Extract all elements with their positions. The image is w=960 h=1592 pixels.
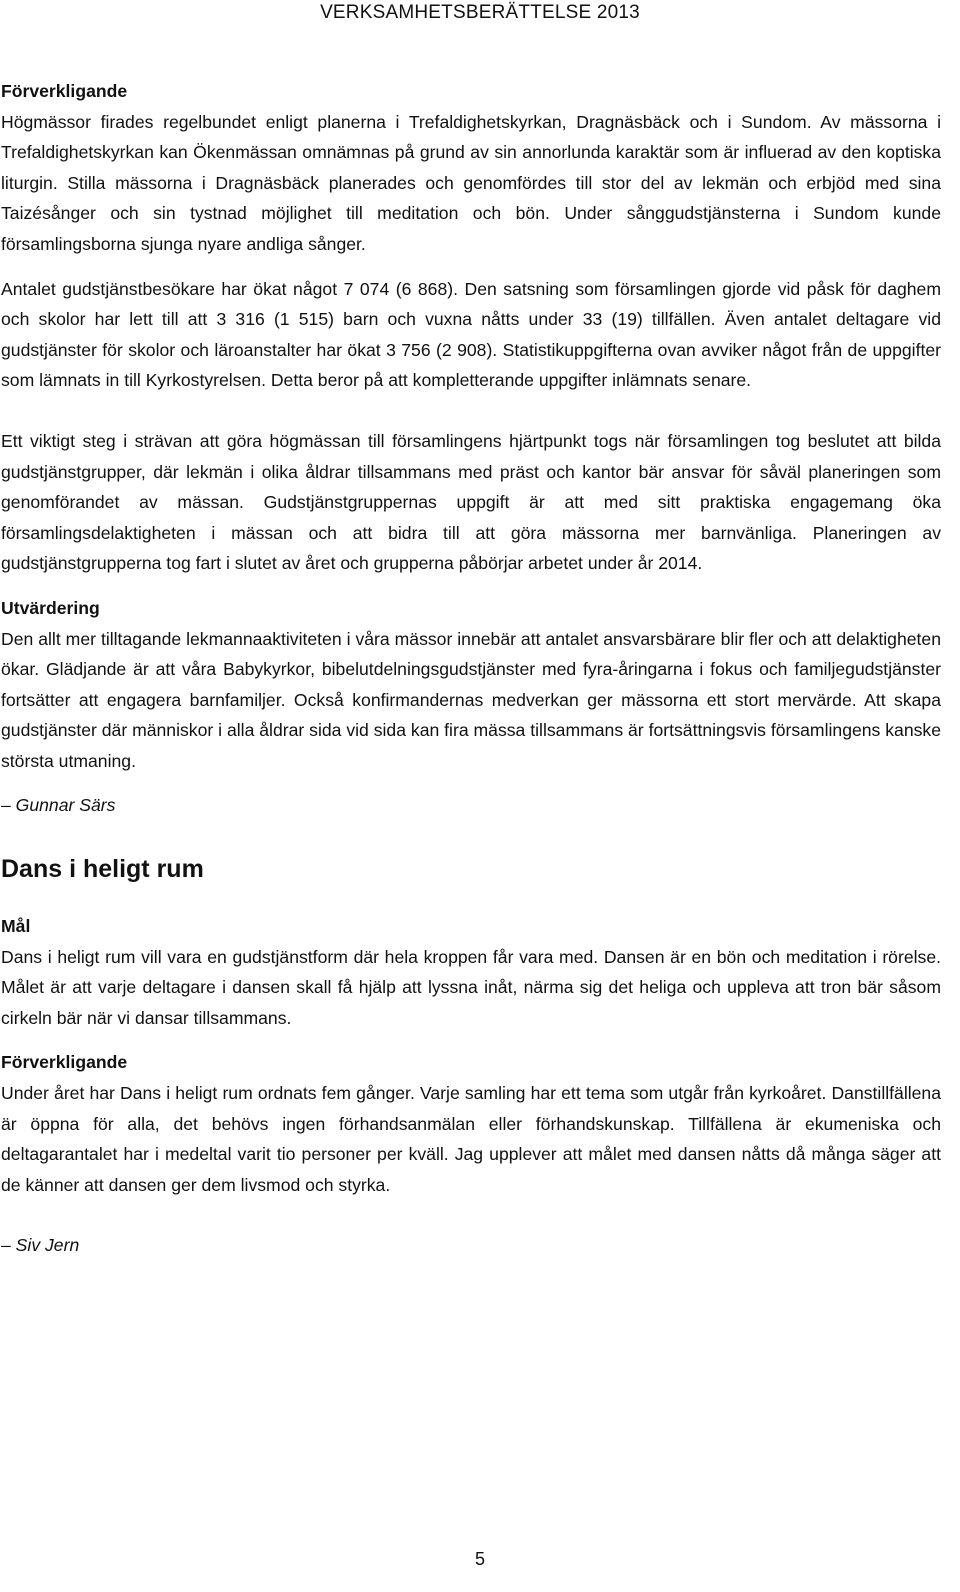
heading-forverkligande-dans: Förverkligande — [1, 1052, 128, 1073]
heading-mal: Mål — [1, 916, 31, 937]
page-header: VERKSAMHETSBERÄTTELSE 2013 — [320, 2, 640, 23]
paragraph-dans-forverkligande: Under året har Dans i heligt rum ordnats fem gånger. Varje samling har ett tema som utgår från kyrkoåret. Danstillfällena är öppna för alla, det behövs ingen förhandsanmälan eller förhandskunskap. Tillfällena är ekumeniska och deltagarantalet har i medeltal varit tio personer per kväll. Jag upplever att målet med dansen nåtts då många säger att de känner att dansen ger dem livsmod och styrka. — [1, 1083, 941, 1195]
paragraph-besokare: Antalet gudstjänstbesökare har ökat något 7 074 (6 868). Den satsning som församlingen gjorde vid påsk för daghem och skolor har lett till att 3 316 (1 515) barn och vuxna nåtts under 33 (19) tillfällen. Även antalet deltagare vid gudstjänster för skolor och läroanstalter har ökat 3 756 (2 908). Statistikuppgifterna ovan avviker något från de uppgifter som lämnats in till Kyrkostyrelsen. Detta beror på att kompletterande uppgifter inlämnats senare. — [1, 278, 941, 391]
document-body — [1, 76, 941, 1261]
page-number: 5 — [474, 1549, 485, 1569]
paragraph-utvardering: Den allt mer tilltagande lekmannaaktiviteten i våra mässor innebär att antalet ansvarsbärare blir fler och att delaktigheten ökar. Glädjande är att våra Babykyrkor, bibelutdelningsgudstjänster med fyra-åringarna i fokus och familjegudstjänster fortsätter att engagera barnfamiljer. Också konfirmandernas medverkan ger mässorna ett stort mervärde. Att skapa gudstjänster där människor i alla åldrar sida vid sida kan fira mässa tillsammans är fortsättningsvis församlingens kanske största utmaning. — [1, 628, 941, 771]
paragraph-gudstjanstgrupper: Ett viktigt steg i strävan att göra högmässan till församlingens hjärtpunkt togs när församlingen tog beslutet att bilda gudstjänstgrupper, där lekmän i olika åldrar tillsammans med präst och kantor bär ansvar för såväl planeringen som genomförandet av mässan. Gudstjänstgruppernas uppgift är att med sitt praktiska engagemang öka församlingsdelaktigheten i mässan och att bidra till att göra mässorna mer barnvänliga. Planeringen av gudstjänstgrupperna tog fart i slutet av året och grupperna påbörjar arbetet under år 2014. — [1, 430, 941, 574]
heading-utvardering: Utvärdering — [1, 597, 100, 618]
signature-siv-jern: – Siv Jern — [1, 1235, 80, 1256]
heading-forverkligande: Förverkligande — [1, 81, 128, 101]
signature-gunnar-sars: – Gunnar Särs — [1, 795, 116, 816]
paragraph-hogmassor: Högmässor firades regelbundet enligt planerna i Trefaldighetskyrkan, Dragnäsbäck och i Sundom. Av mässorna i Trefaldighetskyrkan kan Ökenmässan omnämnas på grund av sin annorlunda karaktär som är influerad av den koptiska liturgin. Stilla mässorna i Dragnäsbäck planerades och genomfördes till stor del av lekmän och erbjöd med sina Taizésånger och sin tystnad möjlighet till meditation och bön. Under sånggudstjänsterna i Sundom kunde församlingsborna sjunga nyare andliga sånger. — [1, 111, 941, 254]
paragraph-mal: Dans i heligt rum vill vara en gudstjänstform där hela kroppen får vara med. Dansen är en bön och meditation i rörelse. Målet är att varje deltagare i dansen skall få hjälp att lyssna inåt, närma sig det heliga och uppleva att tron bär såsom cirkeln bär när vi dansar tillsammans. — [1, 946, 941, 1028]
section-title-dans: Dans i heligt rum — [1, 855, 204, 884]
